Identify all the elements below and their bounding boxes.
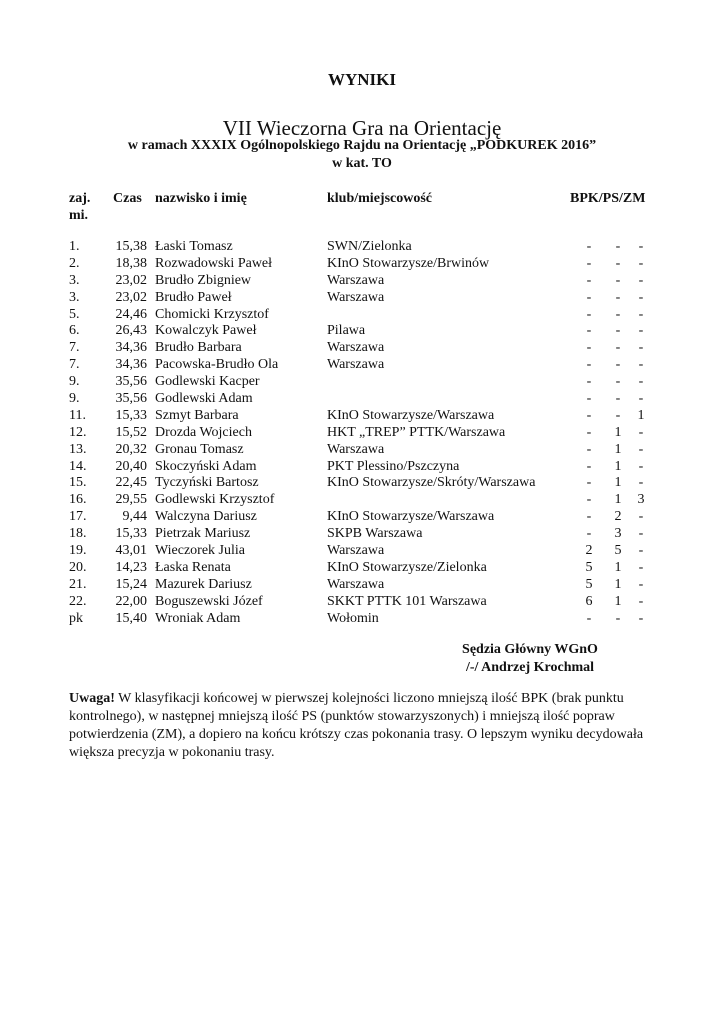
table-row	[0, 239, 724, 256]
cell-ps: -	[615, 357, 621, 373]
cell-name: Walczyna Dariusz	[155, 509, 257, 525]
cell-position: 19.	[69, 543, 87, 559]
category-label: w kat. TO	[332, 156, 392, 171]
table-row	[0, 307, 724, 324]
table-row	[0, 273, 724, 290]
cell-position: 3.	[69, 272, 80, 288]
cell-ps: -	[615, 340, 621, 356]
cell-ps: 1	[614, 593, 622, 609]
cell-ps: 1	[614, 559, 622, 575]
cell-position: 12.	[69, 424, 87, 440]
cell-time: 15,33	[115, 526, 147, 542]
cell-position: 11.	[69, 407, 86, 423]
cell-ps: -	[615, 407, 621, 423]
column-header-position-line1: zaj.	[69, 191, 91, 206]
cell-position: 7.	[69, 340, 80, 356]
table-row	[0, 290, 724, 307]
cell-ps: 1	[614, 576, 622, 592]
cell-bpk: -	[586, 526, 592, 542]
cell-zm: -	[638, 610, 644, 626]
judge-title: Sędzia Główny WGnO	[462, 642, 598, 657]
cell-position: 18.	[69, 526, 87, 542]
cell-bpk: -	[586, 340, 592, 356]
cell-time: 15,38	[115, 239, 147, 254]
cell-zm: -	[638, 255, 644, 271]
cell-position: 6.	[69, 323, 80, 339]
cell-bpk: -	[586, 509, 592, 525]
table-row	[0, 492, 724, 509]
judge-name: /-/ Andrzej Krochmal	[465, 660, 595, 675]
cell-name: Gronau Tomasz	[155, 441, 244, 457]
cell-time: 14,23	[115, 559, 147, 575]
note-label: Uwaga!	[69, 691, 115, 706]
cell-ps: -	[615, 323, 621, 339]
cell-club: PKT Plessino/Pszczyna	[327, 458, 460, 474]
cell-time: 18,38	[115, 255, 147, 271]
cell-club: KInO Stowarzysze/Warszawa	[327, 509, 495, 525]
cell-zm: -	[638, 289, 644, 305]
table-row	[0, 459, 724, 476]
cell-ps: -	[615, 255, 621, 271]
cell-ps: -	[615, 306, 621, 322]
cell-club: Warszawa	[327, 340, 385, 356]
cell-ps: 3	[614, 526, 622, 542]
table-row	[0, 256, 724, 273]
cell-ps: 1	[614, 441, 622, 457]
cell-name: Godlewski Krzysztof	[155, 492, 275, 508]
cell-club: KInO Stowarzysze/Brwinów	[327, 255, 490, 271]
column-header-name: nazwisko i imię	[155, 191, 247, 206]
cell-zm: -	[638, 357, 644, 373]
column-header-position-line2: mi.	[69, 208, 89, 223]
cell-position: 7.	[69, 357, 80, 373]
table-row	[0, 357, 724, 374]
cell-time: 15,52	[115, 424, 147, 440]
cell-club: Warszawa	[327, 441, 385, 457]
cell-club: Wołomin	[327, 610, 379, 626]
table-row	[0, 594, 724, 611]
table-row	[0, 323, 724, 340]
table-row	[0, 425, 724, 442]
cell-bpk: 5	[585, 559, 593, 575]
cell-name: Boguszewski Józef	[155, 593, 263, 609]
cell-position: 13.	[69, 441, 87, 457]
cell-time: 34,36	[115, 357, 147, 373]
cell-bpk: -	[586, 272, 592, 288]
cell-club: SKKT PTTK 101 Warszawa	[327, 593, 487, 609]
cell-bpk: -	[586, 441, 592, 457]
cell-ps: 1	[614, 492, 622, 508]
cell-bpk: -	[586, 255, 592, 271]
table-row	[0, 560, 724, 577]
cell-club: HKT „TREP” PTTK/Warszawa	[327, 424, 506, 440]
table-row	[0, 442, 724, 459]
cell-zm: 3	[637, 492, 645, 508]
table-row	[0, 526, 724, 543]
cell-time: 35,56	[115, 391, 147, 407]
results-heading: WYNIKI	[327, 70, 396, 89]
cell-ps: 1	[614, 475, 622, 491]
cell-time: 23,02	[115, 289, 147, 305]
cell-bpk: 6	[585, 593, 593, 609]
cell-time: 29,55	[115, 492, 147, 508]
cell-zm: -	[638, 272, 644, 288]
cell-name: Łaski Tomasz	[155, 239, 233, 254]
cell-position: 3.	[69, 289, 80, 305]
cell-club: Warszawa	[327, 272, 385, 288]
cell-name: Wieczorek Julia	[155, 543, 246, 559]
table-row	[0, 340, 724, 357]
cell-time: 15,40	[115, 610, 147, 626]
cell-club: Warszawa	[327, 289, 385, 305]
cell-position: 1.	[69, 239, 80, 254]
cell-zm: -	[638, 391, 644, 407]
event-subtitle: w ramach XXXIX Ogólnopolskiego Rajdu na Orientację „PODKUREK 2016”	[127, 138, 597, 153]
column-header-points: BPK/PS/ZM	[570, 191, 646, 206]
cell-position: 20.	[69, 559, 87, 575]
cell-time: 15,33	[115, 407, 147, 423]
cell-position: 16.	[69, 492, 87, 508]
cell-zm: -	[638, 340, 644, 356]
cell-time: 9,44	[122, 509, 147, 525]
table-row	[0, 475, 724, 492]
cell-time: 22,00	[115, 593, 147, 609]
cell-bpk: 5	[585, 576, 593, 592]
cell-bpk: -	[586, 610, 592, 626]
cell-name: Mazurek Dariusz	[155, 576, 252, 592]
cell-club: KInO Stowarzysze/Warszawa	[327, 407, 495, 423]
cell-name: Godlewski Kacper	[155, 374, 260, 390]
cell-bpk: -	[586, 239, 592, 254]
cell-name: Łaska Renata	[155, 559, 231, 575]
table-row	[0, 577, 724, 594]
cell-position: 15.	[69, 475, 87, 491]
cell-zm: -	[638, 593, 644, 609]
cell-zm: -	[638, 239, 644, 254]
cell-bpk: -	[586, 323, 592, 339]
cell-zm: -	[638, 543, 644, 559]
cell-zm: -	[638, 576, 644, 592]
cell-time: 43,01	[115, 543, 147, 559]
table-row	[0, 509, 724, 526]
cell-name: Brudło Paweł	[155, 289, 232, 305]
cell-bpk: 2	[585, 543, 593, 559]
cell-club: KInO Stowarzysze/Zielonka	[327, 559, 487, 575]
cell-zm: -	[638, 424, 644, 440]
cell-zm: 1	[637, 407, 645, 423]
table-row	[0, 374, 724, 391]
cell-name: Pacowska-Brudło Ola	[155, 357, 279, 373]
cell-time: 15,24	[115, 576, 147, 592]
table-row	[0, 408, 724, 425]
table-row	[0, 391, 724, 408]
cell-bpk: -	[586, 492, 592, 508]
column-header-position	[69, 190, 109, 224]
cell-name: Skoczyński Adam	[155, 458, 257, 474]
note-paragraph	[69, 690, 659, 762]
cell-time: 26,43	[115, 323, 147, 339]
cell-name: Pietrzak Mariusz	[155, 526, 251, 542]
cell-zm: -	[638, 559, 644, 575]
cell-time: 20,40	[115, 458, 147, 474]
cell-ps: -	[615, 374, 621, 390]
column-header-time: Czas	[113, 191, 142, 206]
cell-bpk: -	[586, 374, 592, 390]
cell-bpk: -	[586, 475, 592, 491]
cell-name: Drozda Wojciech	[155, 424, 252, 440]
results-table	[0, 239, 724, 627]
cell-bpk: -	[586, 458, 592, 474]
cell-position: 14.	[69, 458, 87, 474]
cell-club: Warszawa	[327, 357, 385, 373]
cell-position: 9.	[69, 391, 80, 407]
table-row	[0, 543, 724, 560]
event-title: VII Wieczorna Gra na Orientację	[222, 116, 502, 140]
cell-ps: -	[615, 272, 621, 288]
note-text: W klasyfikacji końcowej w pierwszej kolejności liczono mniejszą ilość BPK (brak punktu kontrolnego), w następnej mniejszą ilość PS (punktów stowarzyszonych) i mniejszą ilość popraw potwierdzenia (ZM), a dopiero na końcu krótszy czas pokonania trasy. O lepszym wyniku decydowała większa precyzja w pokonaniu trasy.	[69, 691, 644, 760]
cell-name: Rozwadowski Paweł	[155, 255, 273, 271]
cell-club: Warszawa	[327, 576, 385, 592]
cell-position: 17.	[69, 509, 87, 525]
cell-club: SKPB Warszawa	[327, 526, 423, 542]
cell-ps: -	[615, 610, 621, 626]
cell-name: Brudło Zbigniew	[155, 272, 252, 288]
cell-zm: -	[638, 441, 644, 457]
cell-position: pk	[69, 610, 83, 626]
cell-ps: -	[615, 289, 621, 305]
cell-zm: -	[638, 374, 644, 390]
cell-club: KInO Stowarzysze/Skróty/Warszawa	[327, 475, 536, 491]
cell-position: 9.	[69, 374, 80, 390]
cell-position: 5.	[69, 306, 80, 322]
cell-name: Tyczyński Bartosz	[155, 475, 259, 491]
cell-ps: 1	[614, 458, 622, 474]
cell-position: 2.	[69, 255, 80, 271]
cell-bpk: -	[586, 424, 592, 440]
cell-zm: -	[638, 458, 644, 474]
cell-ps: 5	[614, 543, 622, 559]
cell-position: 21.	[69, 576, 87, 592]
cell-time: 34,36	[115, 340, 147, 356]
cell-ps: 1	[614, 424, 622, 440]
cell-name: Brudło Barbara	[155, 340, 242, 356]
cell-bpk: -	[586, 306, 592, 322]
table-row	[0, 611, 724, 628]
cell-name: Godlewski Adam	[155, 391, 253, 407]
cell-time: 35,56	[115, 374, 147, 390]
cell-ps: -	[615, 239, 621, 254]
cell-name: Chomicki Krzysztof	[155, 306, 269, 322]
cell-ps: 2	[614, 509, 622, 525]
cell-name: Kowalczyk Paweł	[155, 323, 257, 339]
cell-time: 24,46	[115, 306, 147, 322]
cell-zm: -	[638, 306, 644, 322]
cell-time: 23,02	[115, 272, 147, 288]
cell-time: 20,32	[115, 441, 147, 457]
cell-zm: -	[638, 509, 644, 525]
cell-zm: -	[638, 526, 644, 542]
cell-club: Warszawa	[327, 543, 385, 559]
cell-bpk: -	[586, 391, 592, 407]
cell-bpk: -	[586, 357, 592, 373]
cell-position: 22.	[69, 593, 87, 609]
cell-club: Pilawa	[327, 323, 366, 339]
cell-bpk: -	[586, 289, 592, 305]
cell-zm: -	[638, 323, 644, 339]
cell-name: Szmyt Barbara	[155, 407, 239, 423]
column-header-club: klub/miejscowość	[327, 191, 432, 206]
cell-club: SWN/Zielonka	[327, 239, 412, 254]
cell-name: Wroniak Adam	[155, 610, 241, 626]
cell-time: 22,45	[115, 475, 147, 491]
cell-bpk: -	[586, 407, 592, 423]
cell-ps: -	[615, 391, 621, 407]
cell-zm: -	[638, 475, 644, 491]
